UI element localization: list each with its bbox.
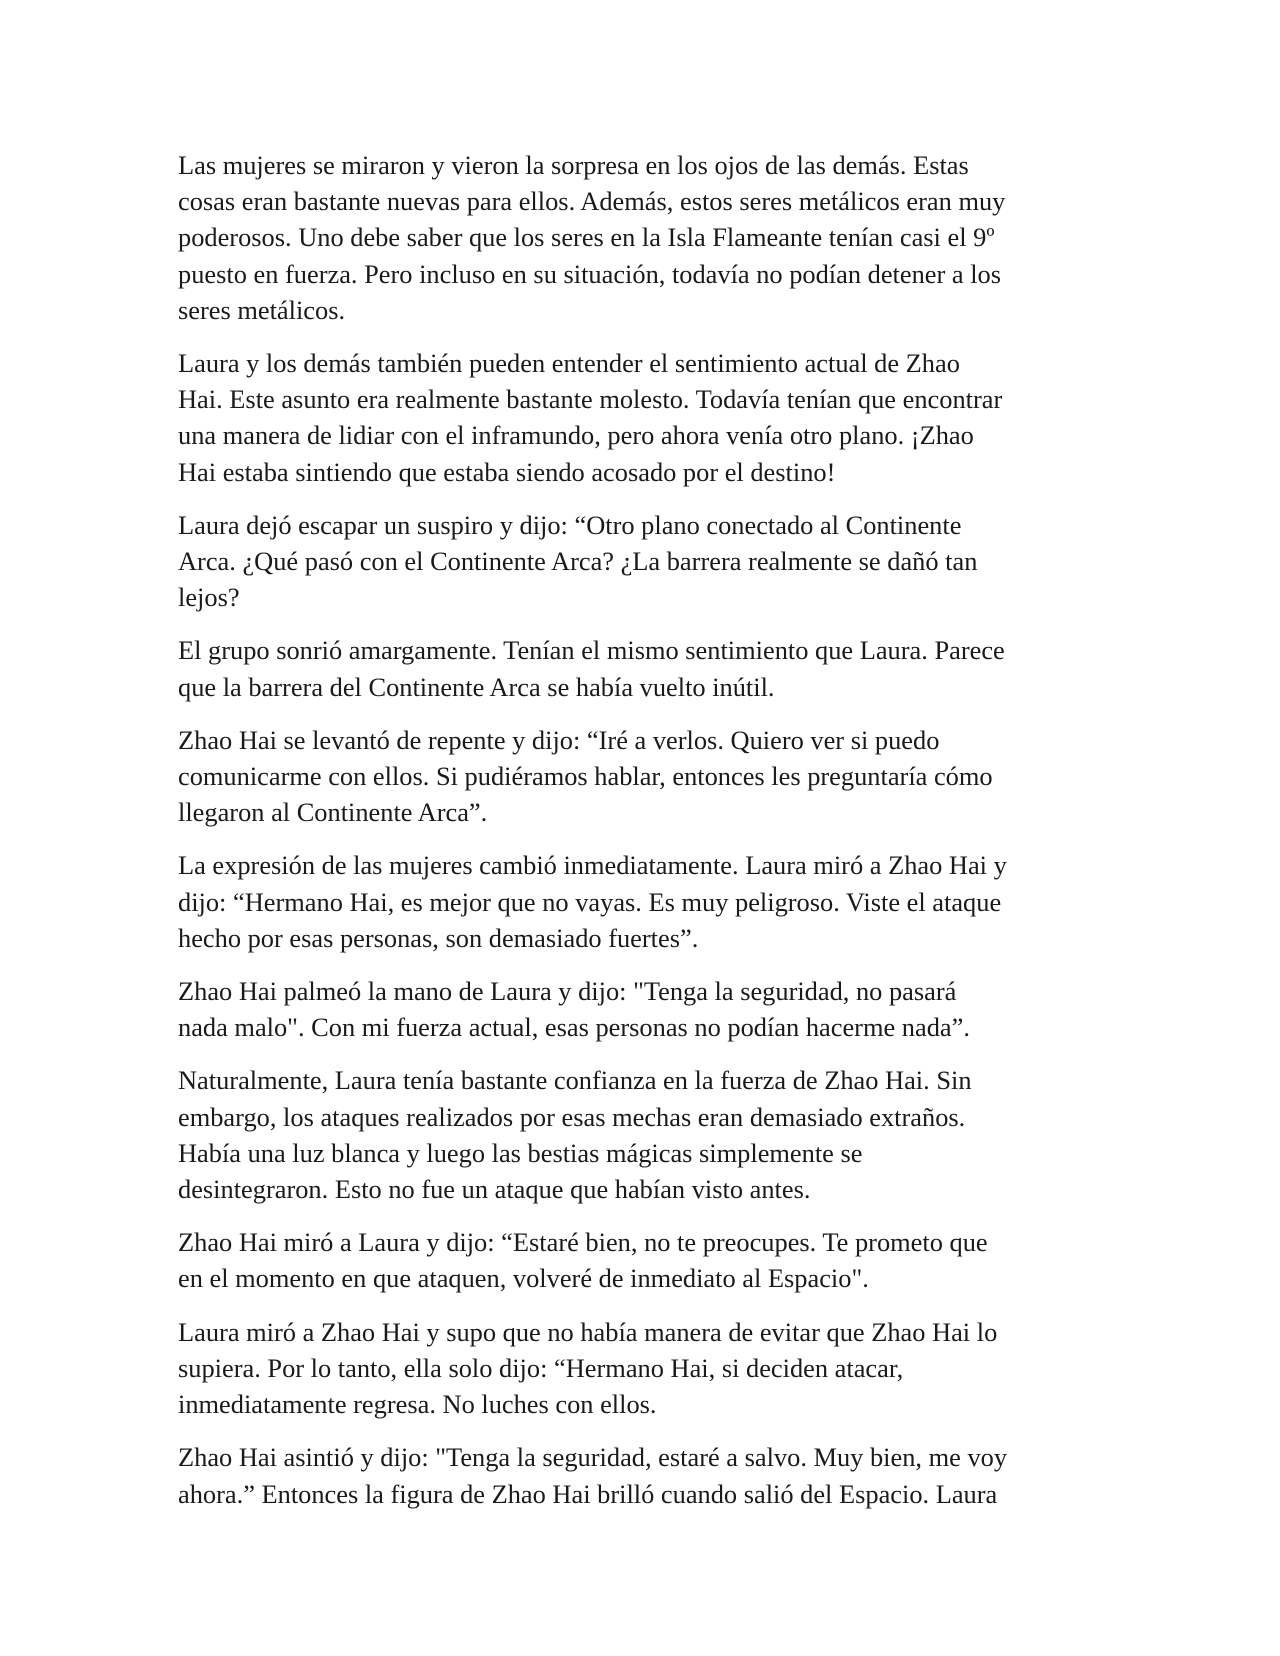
text-line: comunicarme con ellos. Si pudiéramos hablar, entonces les preguntaría cómo <box>178 761 993 792</box>
text-line: Laura miró a Zhao Hai y supo que no había manera de evitar que Zhao Hai lo <box>178 1316 998 1347</box>
text-line: nada malo". Con mi fuerza actual, esas personas no podían hacerme nada”. <box>178 1012 970 1043</box>
text-line: Arca. ¿Qué pasó con el Continente Arca? ¿La barrera realmente se dañó tan <box>178 546 978 577</box>
text-line: La expresión de las mujeres cambió inmediatamente. Laura miró a Zhao Hai y <box>178 850 1007 881</box>
document-body <box>178 147 1113 1512</box>
text-line: El grupo sonrió amargamente. Tenían el mismo sentimiento que Laura. Parece <box>178 635 1005 666</box>
text-line: inmediatamente regresa. No luches con ellos. <box>178 1389 657 1420</box>
paragraph <box>178 722 1113 831</box>
paragraph <box>178 507 1113 616</box>
paragraph <box>178 1439 1113 1511</box>
paragraph <box>178 1224 1113 1296</box>
text-line: supiera. Por lo tanto, ella solo dijo: “Hermano Hai, si deciden atacar, <box>178 1352 904 1383</box>
paragraph <box>178 632 1113 704</box>
paragraph <box>178 1314 1113 1423</box>
text-line: embargo, los ataques realizados por esas mechas eran demasiado extraños. <box>178 1101 966 1132</box>
paragraph <box>178 847 1113 956</box>
paragraph <box>178 973 1113 1045</box>
text-line: desintegraron. Esto no fue un ataque que habían visto antes. <box>178 1174 811 1205</box>
paragraph <box>178 1062 1113 1207</box>
text-line: lejos? <box>178 582 240 613</box>
text-line: una manera de lidiar con el inframundo, pero ahora venía otro plano. ¡Zhao <box>178 420 974 451</box>
paragraph <box>178 147 1113 328</box>
text-line: Laura y los demás también pueden entender el sentimiento actual de Zhao <box>178 348 960 379</box>
text-line: Había una luz blanca y luego las bestias mágicas simplemente se <box>178 1137 863 1168</box>
text-line: Hai estaba sintiendo que estaba siendo acosado por el destino! <box>178 456 836 487</box>
text-line: Zhao Hai miró a Laura y dijo: “Estaré bien, no te preocupes. Te prometo que <box>178 1227 988 1258</box>
text-line: seres metálicos. <box>178 294 346 325</box>
text-line: Zhao Hai palmeó la mano de Laura y dijo: "Tenga la seguridad, no pasará <box>178 976 957 1007</box>
text-line: Laura dejó escapar un suspiro y dijo: “Otro plano conectado al Continente <box>178 509 962 540</box>
text-line: Zhao Hai asintió y dijo: "Tenga la seguridad, estaré a salvo. Muy bien, me voy <box>178 1442 1008 1473</box>
text-line: hecho por esas personas, son demasiado fuertes”. <box>178 922 699 953</box>
text-line: llegaron al Continente Arca”. <box>178 797 488 828</box>
text-line: ahora.” Entonces la figura de Zhao Hai brilló cuando salió del Espacio. Laura <box>178 1478 998 1509</box>
text-line: dijo: “Hermano Hai, es mejor que no vayas. Es muy peligroso. Viste el ataque <box>178 886 1002 917</box>
text-line: Hai. Este asunto era realmente bastante molesto. Todavía tenían que encontrar <box>178 384 1003 415</box>
text-line: puesto en fuerza. Pero incluso en su situación, todavía no podían detener a los <box>178 258 1002 289</box>
text-line: Zhao Hai se levantó de repente y dijo: “Iré a verlos. Quiero ver si puedo <box>178 724 940 755</box>
text-line: en el momento en que ataquen, volveré de inmediato al Espacio". <box>178 1263 869 1294</box>
text-line: Naturalmente, Laura tenía bastante confianza en la fuerza de Zhao Hai. Sin <box>178 1065 972 1096</box>
text-line: que la barrera del Continente Arca se había vuelto inútil. <box>178 671 775 702</box>
text-line: Las mujeres se miraron y vieron la sorpresa en los ojos de las demás. Estas <box>178 150 969 180</box>
text-line: poderosos. Uno debe saber que los seres en la Isla Flameante tenían casi el 9º <box>178 222 995 253</box>
paragraph <box>178 345 1113 490</box>
text-line: cosas eran bastante nuevas para ellos. Además, estos seres metálicos eran muy <box>178 186 1006 217</box>
